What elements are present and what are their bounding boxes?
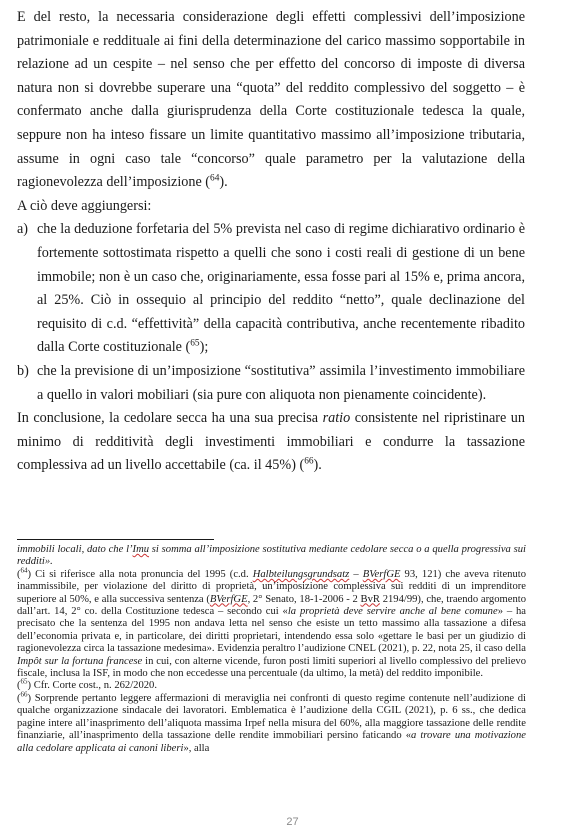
- list-item: [17, 218, 525, 360]
- footnote-66: ($^{66}$) Sorprende pertanto leggere affermazioni di meraviglia nei confronti di questo regime contenute nell’audizione di qualche organizzazione sindacale dei lavoratori. Emblematica è l’audizione della CGIL (2021), p. 6 ss., che dedica pagine intere all’inasprimento dell’aliquota massima Irpef nella misura del 60%, alla maggiore tassazione delle rendite finanziarie, all’inasprimento della tassazione delle rendite immobiliari persino faticando «a trovare una motivazione alla cedolare applicata ai canoni liberi», alla: [17, 690, 526, 754]
- footnote-ref[interactable]: 65: [190, 338, 200, 349]
- page-number: 27: [286, 816, 299, 828]
- footnote-ref[interactable]: 66: [304, 456, 314, 467]
- paragraph: A ciò deve aggiungersi:: [17, 197, 152, 214]
- footnotes: [17, 544, 526, 755]
- list-marker: a): [17, 221, 29, 238]
- list-marker: b): [17, 362, 29, 379]
- footnote-separator: [17, 539, 214, 540]
- list-item-text: che la previsione di un’imposizione “sostitutiva” assimila l’investimento immobiliare a quello in valori mobiliari (sia pure con aliquota non pienamente coincidente).: [37, 362, 525, 403]
- footnote-64: ($^{64}$) Ci si riferisce alla nota pronuncia del 1995 (c.d. Halbteilungsgrundsatz – BVerfGE 93, 121) che aveva ritenuto inammissibile, per violazione del diritto di proprietà, un’imposizione complessiva sui redditi di un imprenditore superiore al 50%, e alla successiva sentenza (BVerfGE, 2° Senato, 18-1-2006 - 2 BvR 2194/99), che, traendo argomento dall’art. 14, 2° co. della Costituzione tedesca – secondo cui «la proprietà deve servire anche al bene comune» – ha precisato che la sentenza del 1995 non andava letta nel senso che esiste un tetto massimo alla tassazione a difesa dell’economia privata e, in particolare, dei diritti proprietari, intendendo essa solo «gettare le basi per un giudizio di ragionevolezza circa la tassazione medesima». Evidenzia peraltro l’audizione CNEL (2021), p. 22, nota 25, il caso della Impôt sur la fortuna francese in cui, con alterne vicende, furon posti limiti superiori al livello complessivo del prelievo fiscale, inclusa la ISF, in modo che non eccedesse una percentuale (da ultimo, la metà) del reddito imponibile.: [17, 566, 527, 680]
- list-item-text: che la deduzione forfetaria del 5% prevista nel caso di regime dichiarativo ordinario è fortemente sottostimata rispetto a quelli che sono i costi reali di gestione di un bene immobile; non è un caso che, originariamente, essa fosse pari al 15% e, prima ancora, al 25%. Ciò in ossequio al principio del reddito “netto”, quale declinazione del requisito di c.d. “effettività” della capacità contributiva, anche recentemente ribadito dalla Corte costituzionale ($^{65}$);: [37, 221, 525, 356]
- body-text: [17, 6, 525, 478]
- paragraph: E del resto, la necessaria considerazione degli effetti complessivi dell’imposizione patrimoniale e reddituale ai fini della determinazione del carico massimo sopportabile in relazione ad un cespite – nel senso che per effetto del concorso di imposte di diversa natura non si dovrebbe superare una “quota” del reddito complessivo del soggetto – è confermato anche dalla giurisprudenza della Corte costituzionale tedesca la quale, seppure non ha inteso fissare un limite quantitativo massimo all’imposizione tributaria, assume in ogni caso tale “concorso” quale parametro per la valutazione della ragionevolezza dell’imposizione ($^{64}$).: [17, 9, 525, 191]
- footnote-65: ($^{65}$) Cfr. Corte cost., n. 262/2020.: [17, 677, 157, 692]
- list-item: [17, 360, 525, 407]
- footnote-ref[interactable]: 64: [210, 173, 220, 184]
- paragraph: In conclusione, la cedolare secca ha una sua precisa ratio consistente nel ripristinare un minimo di redditività degli investimenti immobiliari e condurre la tassazione complessiva ad un livello accettabile (ca. il 45%) ($^{66}$).: [17, 410, 525, 474]
- footnote-continuation: immobili locali, dato che l’Imu si somma all’imposizione sostitutiva mediante cedolare secca o a quella progressiva sui redditi».: [17, 544, 526, 568]
